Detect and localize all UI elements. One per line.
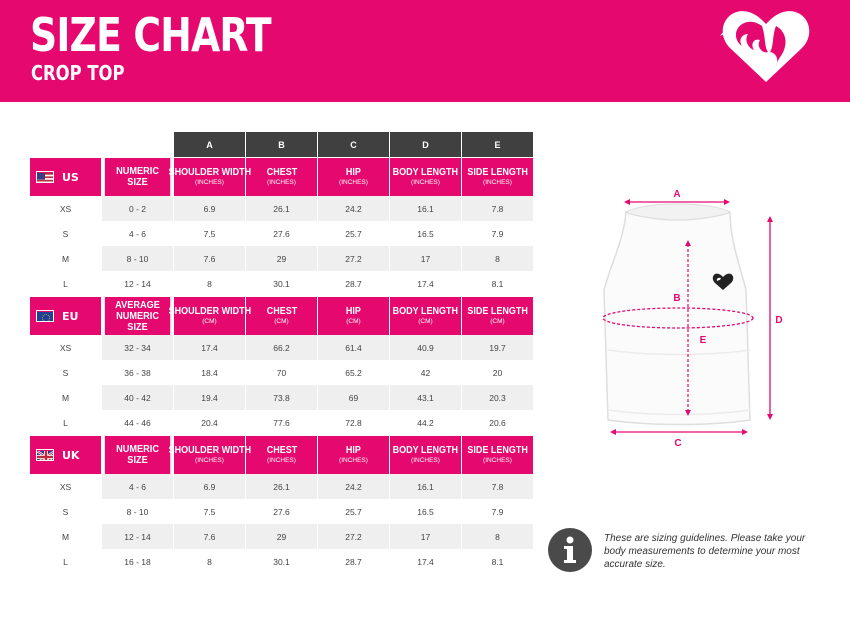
header-unit: (INCHES) <box>411 179 440 186</box>
header-hip <box>318 157 390 196</box>
header-label: SHOULDER WIDTH <box>168 445 251 456</box>
shoulder-width-cell: 8 <box>174 549 246 574</box>
header-chest <box>246 296 318 335</box>
hip-cell: 72.8 <box>318 410 390 435</box>
size-cell: XS <box>30 335 102 360</box>
header-unit: (INCHES) <box>195 457 224 464</box>
shoulder-width-cell: 6.9 <box>174 196 246 221</box>
numeric-cell: 16 - 18 <box>102 549 174 574</box>
header-unit: (INCHES) <box>267 457 296 464</box>
body-length-cell: 44.2 <box>390 410 462 435</box>
hip-cell: 24.2 <box>318 196 390 221</box>
side-length-cell: 7.8 <box>462 196 534 221</box>
chest-cell: 70 <box>246 360 318 385</box>
header-unit: (CM) <box>202 318 217 325</box>
shoulder-width-cell: 17.4 <box>174 335 246 360</box>
shoulder-width-cell: 20.4 <box>174 410 246 435</box>
info-icon <box>548 528 592 572</box>
hip-cell: 65.2 <box>318 360 390 385</box>
header-unit: (CM) <box>490 318 505 325</box>
table-row <box>30 246 534 271</box>
region-cell-us <box>30 157 102 196</box>
header-unit: (INCHES) <box>339 457 368 464</box>
header-side-length <box>462 157 534 196</box>
body-length-cell: 17.4 <box>390 549 462 574</box>
table-row <box>30 385 534 410</box>
header-unit: (INCHES) <box>195 179 224 186</box>
size-cell: L <box>30 549 102 574</box>
hip-cell: 27.2 <box>318 524 390 549</box>
body-length-cell: 17 <box>390 524 462 549</box>
column-letter-e: E <box>462 132 534 157</box>
table-row <box>30 271 534 296</box>
side-length-cell: 7.9 <box>462 221 534 246</box>
numeric-cell: 12 - 14 <box>102 524 174 549</box>
size-cell: S <box>30 221 102 246</box>
body-length-cell: 17 <box>390 246 462 271</box>
header-shoulder-width <box>168 157 251 196</box>
body-length-cell: 16.5 <box>390 499 462 524</box>
section-uk <box>30 435 534 574</box>
numeric-cell: 36 - 38 <box>102 360 174 385</box>
header-label: HIP <box>345 306 361 317</box>
chest-cell: 29 <box>246 246 318 271</box>
table-row <box>30 474 534 499</box>
header-label: CHEST <box>266 167 297 178</box>
body-length-cell: 42 <box>390 360 462 385</box>
hip-cell: 25.7 <box>318 221 390 246</box>
header-chest <box>246 157 318 196</box>
size-cell: L <box>30 410 102 435</box>
chest-cell: 26.1 <box>246 196 318 221</box>
size-cell: L <box>30 271 102 296</box>
header-label: SIDE LENGTH <box>467 306 528 317</box>
shoulder-width-cell: 7.5 <box>174 221 246 246</box>
header-label: HIP <box>345 167 361 178</box>
uk-flag-icon <box>36 449 54 461</box>
chest-cell: 73.8 <box>246 385 318 410</box>
header-banner <box>0 0 850 102</box>
side-length-cell: 8.1 <box>462 271 534 296</box>
header-body-length <box>390 435 462 474</box>
header-body-length <box>390 157 462 196</box>
chest-cell: 66.2 <box>246 335 318 360</box>
shoulder-width-cell: 7.6 <box>174 246 246 271</box>
body-length-cell: 40.9 <box>390 335 462 360</box>
table-row <box>30 221 534 246</box>
header-hip <box>318 435 390 474</box>
header-side-length <box>462 296 534 335</box>
region-cell-uk <box>30 435 102 474</box>
header-unit: (CM) <box>346 318 361 325</box>
size-cell: S <box>30 360 102 385</box>
numeric-cell: 8 - 10 <box>102 246 174 271</box>
header-unit: (CM) <box>274 318 289 325</box>
table-row <box>30 524 534 549</box>
numeric-cell: 44 - 46 <box>102 410 174 435</box>
shoulder-width-cell: 18.4 <box>174 360 246 385</box>
numeric-size-header: NUMERIC SIZE <box>105 435 171 474</box>
hip-cell: 27.2 <box>318 246 390 271</box>
table-row <box>30 410 534 435</box>
chest-cell: 29 <box>246 524 318 549</box>
header-shoulder-width <box>168 296 251 335</box>
hip-cell: 69 <box>318 385 390 410</box>
numeric-cell: 8 - 10 <box>102 499 174 524</box>
shoulder-width-cell: 19.4 <box>174 385 246 410</box>
side-length-cell: 20.3 <box>462 385 534 410</box>
column-letter-d: D <box>390 132 462 157</box>
brand-logo-icon <box>718 6 814 84</box>
table-row <box>30 360 534 385</box>
header-hip <box>318 296 390 335</box>
column-letter-a: A <box>174 132 246 157</box>
column-letter-c: C <box>318 132 390 157</box>
side-length-cell: 7.8 <box>462 474 534 499</box>
body-length-cell: 16.5 <box>390 221 462 246</box>
header-unit: (INCHES) <box>483 179 512 186</box>
side-length-cell: 7.9 <box>462 499 534 524</box>
measure-label-b: B <box>673 293 681 304</box>
header-chest <box>246 435 318 474</box>
header-label: SIDE LENGTH <box>467 445 528 456</box>
measure-label-a: A <box>673 189 681 200</box>
side-length-cell: 20.6 <box>462 410 534 435</box>
size-cell: S <box>30 499 102 524</box>
info-text: These are sizing guidelines. Please take your body measurements to determine your most accurate size. <box>604 533 806 570</box>
chest-cell: 30.1 <box>246 549 318 574</box>
table-row <box>30 196 534 221</box>
table-row <box>30 549 534 574</box>
numeric-cell: 4 - 6 <box>102 221 174 246</box>
header-unit: (INCHES) <box>411 457 440 464</box>
header-label: SHOULDER WIDTH <box>168 167 251 178</box>
header-label: SIDE LENGTH <box>467 167 528 178</box>
numeric-cell: 4 - 6 <box>102 474 174 499</box>
section-header-uk <box>30 435 534 474</box>
crop-top-diagram <box>590 180 790 460</box>
numeric-cell: 32 - 34 <box>102 335 174 360</box>
crop-top-shape <box>604 212 750 425</box>
measure-label-c: C <box>674 438 682 449</box>
region-name: UK <box>62 448 80 462</box>
shoulder-width-cell: 6.9 <box>174 474 246 499</box>
chest-cell: 77.6 <box>246 410 318 435</box>
chest-cell: 27.6 <box>246 221 318 246</box>
body-length-cell: 17.4 <box>390 271 462 296</box>
shoulder-width-cell: 7.5 <box>174 499 246 524</box>
size-cell: M <box>30 385 102 410</box>
section-header-eu <box>30 296 534 335</box>
eu-flag-icon <box>36 310 54 322</box>
header-label: CHEST <box>266 445 297 456</box>
header-unit: (CM) <box>418 318 433 325</box>
hip-cell: 25.7 <box>318 499 390 524</box>
size-tables <box>30 132 534 574</box>
header-side-length <box>462 435 534 474</box>
section-us <box>30 157 534 296</box>
header-shoulder-width <box>168 435 251 474</box>
size-cell: XS <box>30 474 102 499</box>
numeric-cell: 40 - 42 <box>102 385 174 410</box>
hip-cell: 28.7 <box>318 271 390 296</box>
table-row <box>30 499 534 524</box>
numeric-cell: 12 - 14 <box>102 271 174 296</box>
side-length-cell: 20 <box>462 360 534 385</box>
table-row <box>30 335 534 360</box>
region-name: EU <box>62 309 79 323</box>
header-label: HIP <box>345 445 361 456</box>
shoulder-width-cell: 8 <box>174 271 246 296</box>
header-label: SHOULDER WIDTH <box>168 306 251 317</box>
body-length-cell: 16.1 <box>390 474 462 499</box>
hip-cell: 28.7 <box>318 549 390 574</box>
side-length-cell: 8.1 <box>462 549 534 574</box>
chest-cell: 26.1 <box>246 474 318 499</box>
measure-label-e: E <box>699 335 707 346</box>
side-length-cell: 8 <box>462 524 534 549</box>
chest-cell: 27.6 <box>246 499 318 524</box>
header-label: CHEST <box>266 306 297 317</box>
header-label: BODY LENGTH <box>392 306 459 317</box>
size-cell: M <box>30 524 102 549</box>
hip-cell: 61.4 <box>318 335 390 360</box>
body-length-cell: 43.1 <box>390 385 462 410</box>
body-length-cell: 16.1 <box>390 196 462 221</box>
numeric-size-header: NUMERIC SIZE <box>105 157 171 196</box>
size-cell: M <box>30 246 102 271</box>
page-subtitle: CROP TOP <box>31 61 125 85</box>
header-unit: (INCHES) <box>483 457 512 464</box>
chest-cell: 30.1 <box>246 271 318 296</box>
measure-label-d: D <box>775 315 783 326</box>
section-header-us <box>30 157 534 196</box>
column-letter-b: B <box>246 132 318 157</box>
region-cell-eu <box>30 296 102 335</box>
info-note <box>548 528 828 578</box>
side-length-cell: 8 <box>462 246 534 271</box>
hip-cell: 24.2 <box>318 474 390 499</box>
us-flag-icon <box>36 171 54 183</box>
size-cell: XS <box>30 196 102 221</box>
shoulder-width-cell: 7.6 <box>174 524 246 549</box>
header-label: BODY LENGTH <box>392 445 459 456</box>
header-unit: (INCHES) <box>339 179 368 186</box>
side-length-cell: 19.7 <box>462 335 534 360</box>
header-body-length <box>390 296 462 335</box>
header-label: BODY LENGTH <box>392 167 459 178</box>
numeric-cell: 0 - 2 <box>102 196 174 221</box>
section-eu <box>30 296 534 435</box>
numeric-size-header: AVERAGE NUMERIC SIZE <box>105 296 171 335</box>
region-name: US <box>62 170 79 184</box>
column-letter-row <box>174 132 534 157</box>
page-title: SIZE CHART <box>30 8 271 62</box>
header-unit: (INCHES) <box>267 179 296 186</box>
